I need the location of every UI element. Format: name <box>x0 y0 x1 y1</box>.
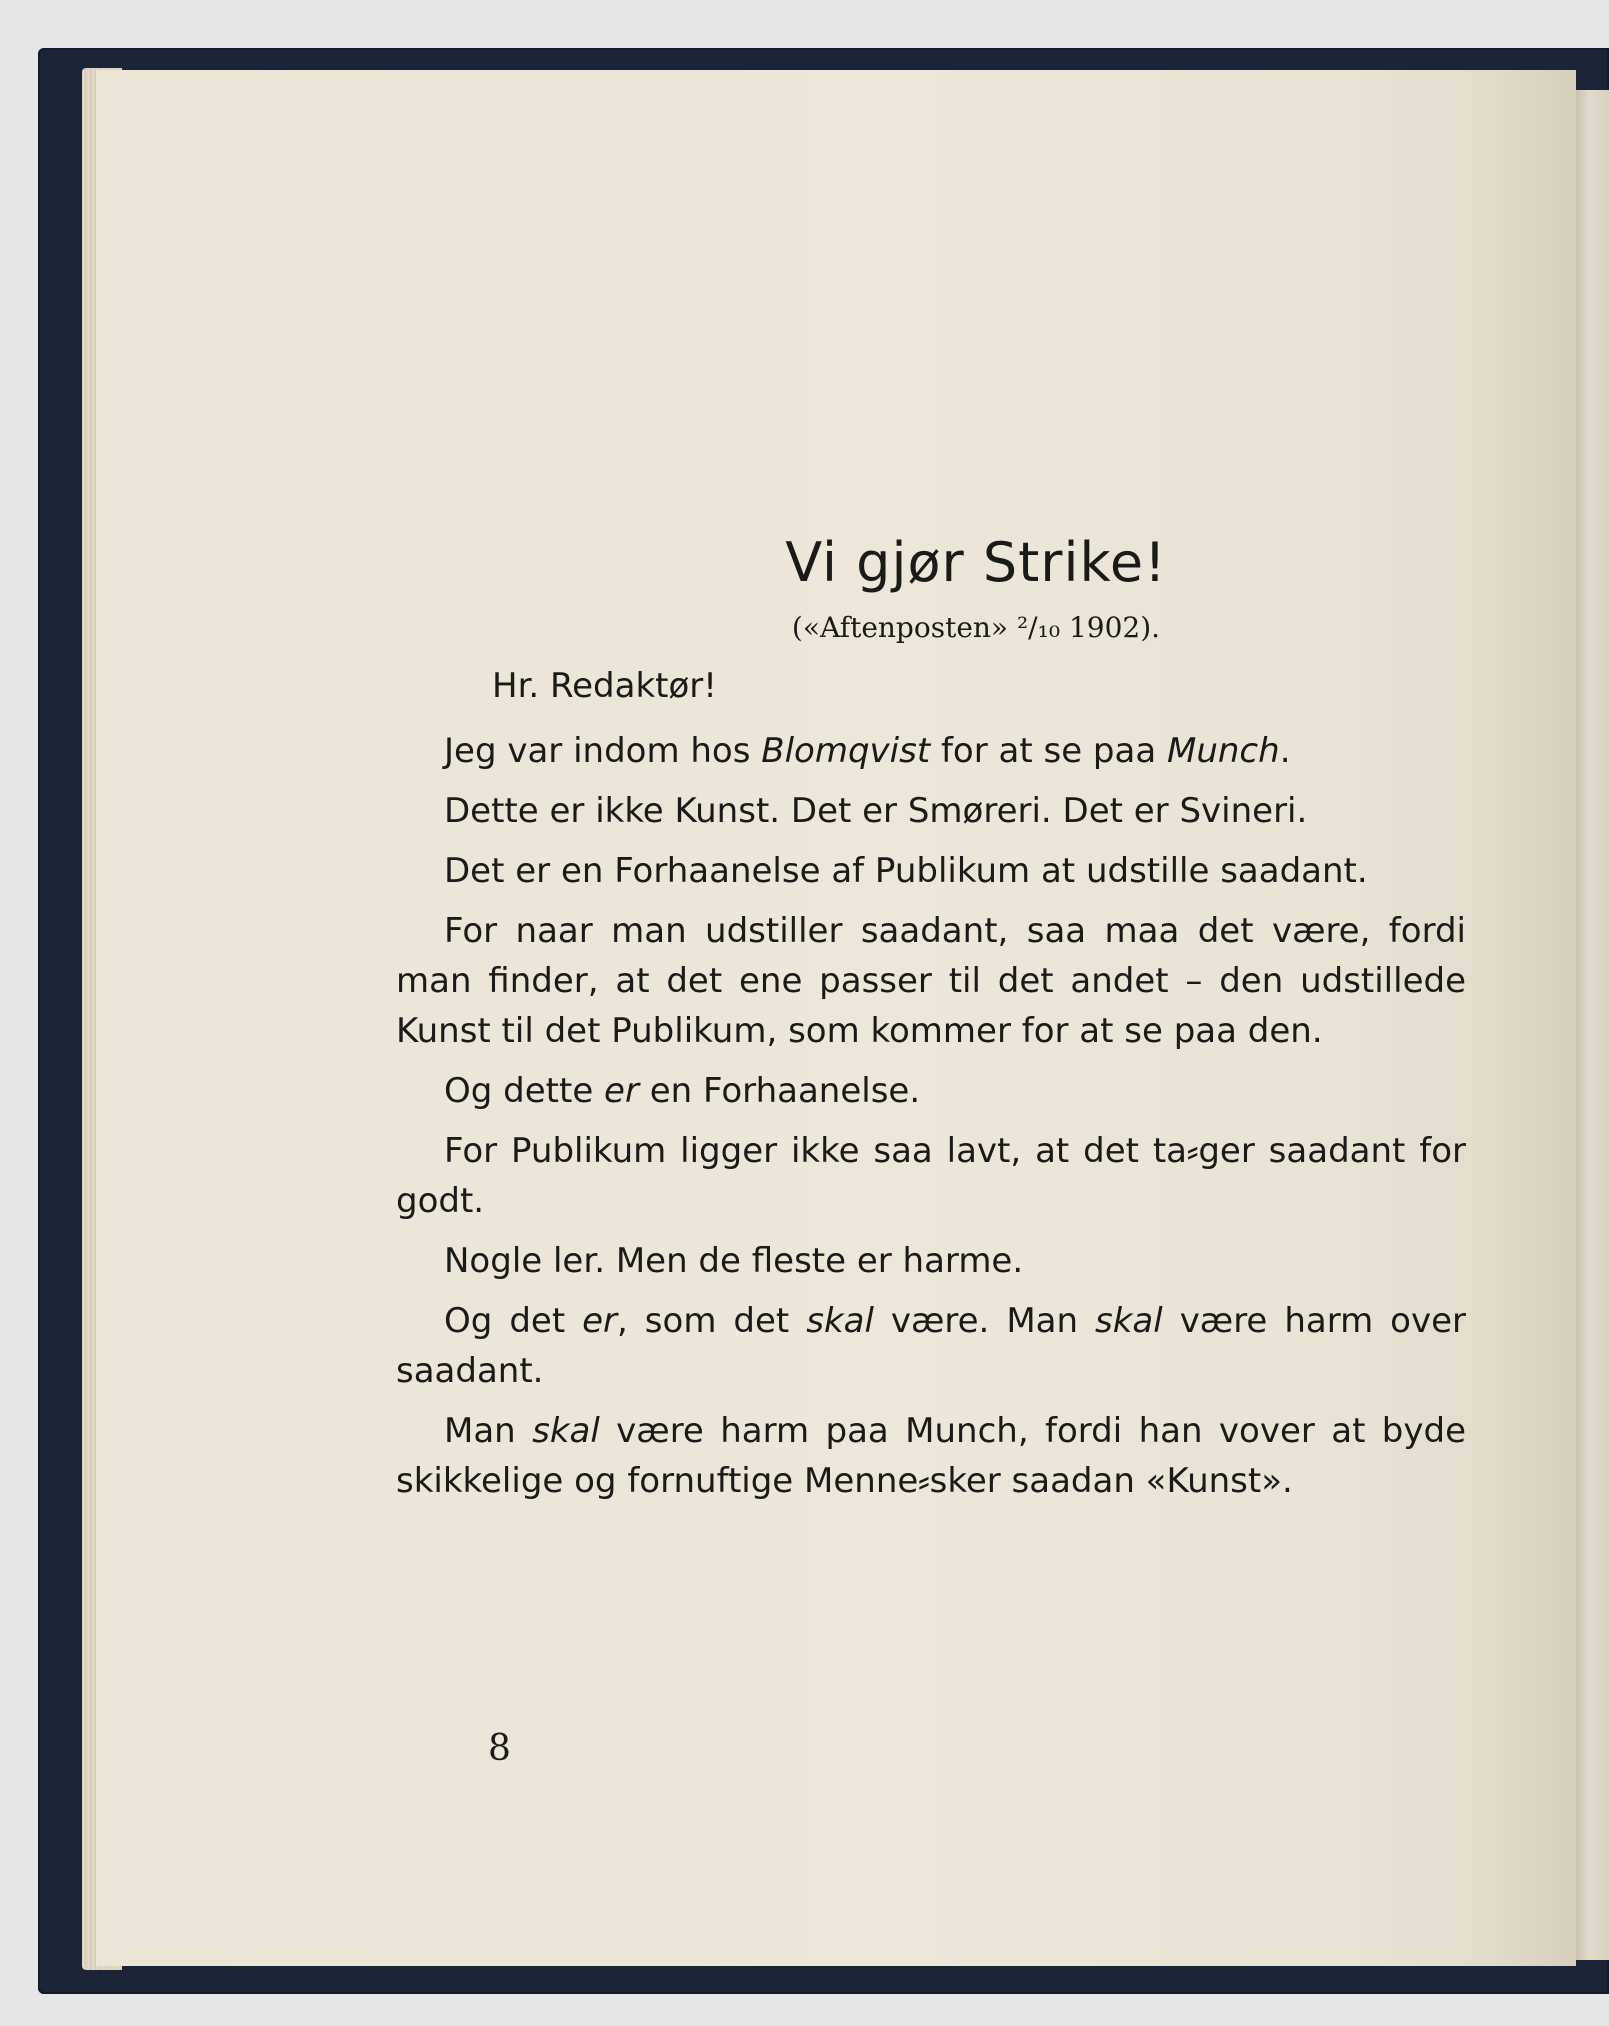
text-run: en Forhaanelse. <box>638 1071 921 1111</box>
facing-page-edge <box>1576 90 1609 1960</box>
article-title: Vi gjør Strike! <box>785 531 1167 594</box>
text-run: Og det <box>444 1301 583 1341</box>
text-run: . <box>1279 731 1291 771</box>
salutation: Hr. Redaktør! <box>492 666 717 706</box>
paragraph <box>396 726 1466 776</box>
text-run: Jeg var indom hos <box>444 731 762 771</box>
italic-text: er <box>582 1301 618 1341</box>
page-number: 8 <box>488 1728 511 1769</box>
paragraph <box>396 906 1466 1056</box>
italic-text: Munch <box>1167 731 1280 771</box>
italic-text: skal <box>806 1301 874 1341</box>
text-run: være harm paa Munch, fordi han vover at byde skikkelige og fornuftige Menne⸗sker saadan «Kunst». <box>396 1411 1466 1501</box>
paragraph <box>396 786 1466 836</box>
page-text <box>396 528 1466 1516</box>
italic-text: skal <box>532 1411 600 1451</box>
paragraph <box>396 1406 1466 1506</box>
paragraph <box>396 1236 1466 1286</box>
text-run: For Publikum ligger ikke saa lavt, at det ta⸗ger saadant for godt. <box>396 1131 1466 1221</box>
text-run: Det er en Forhaanelse af Publikum at udstille saadant. <box>444 851 1368 891</box>
italic-text: skal <box>1095 1301 1163 1341</box>
text-run: Man <box>444 1411 533 1451</box>
text-run: Dette er ikke Kunst. Det er Smøreri. Det er Svineri. <box>444 791 1308 831</box>
text-run: Nogle ler. Men de fleste er harme. <box>444 1241 1024 1281</box>
page <box>96 70 1576 1966</box>
italic-text: er <box>604 1071 639 1111</box>
text-run: for at se paa <box>930 731 1167 771</box>
paragraph <box>396 1126 1466 1226</box>
paragraph <box>396 1066 1466 1116</box>
text-run: være. Man <box>873 1301 1096 1341</box>
paragraph <box>396 846 1466 896</box>
text-run: være harm over saadant. <box>396 1301 1466 1391</box>
italic-text: Blomqvist <box>761 731 931 771</box>
article-source: («Aftenposten» ²/₁₀ 1902). <box>791 611 1161 644</box>
text-run: , som det <box>617 1301 807 1341</box>
paragraph <box>396 1296 1466 1396</box>
text-run: For naar man udstiller saadant, saa maa det være, fordi man finder, at det ene passer til det andet – den udstillede Kunst til det Publikum, som kommer for at se paa den. <box>396 911 1466 1051</box>
text-run: Og dette <box>444 1071 605 1111</box>
body-paragraphs <box>396 726 1466 1506</box>
